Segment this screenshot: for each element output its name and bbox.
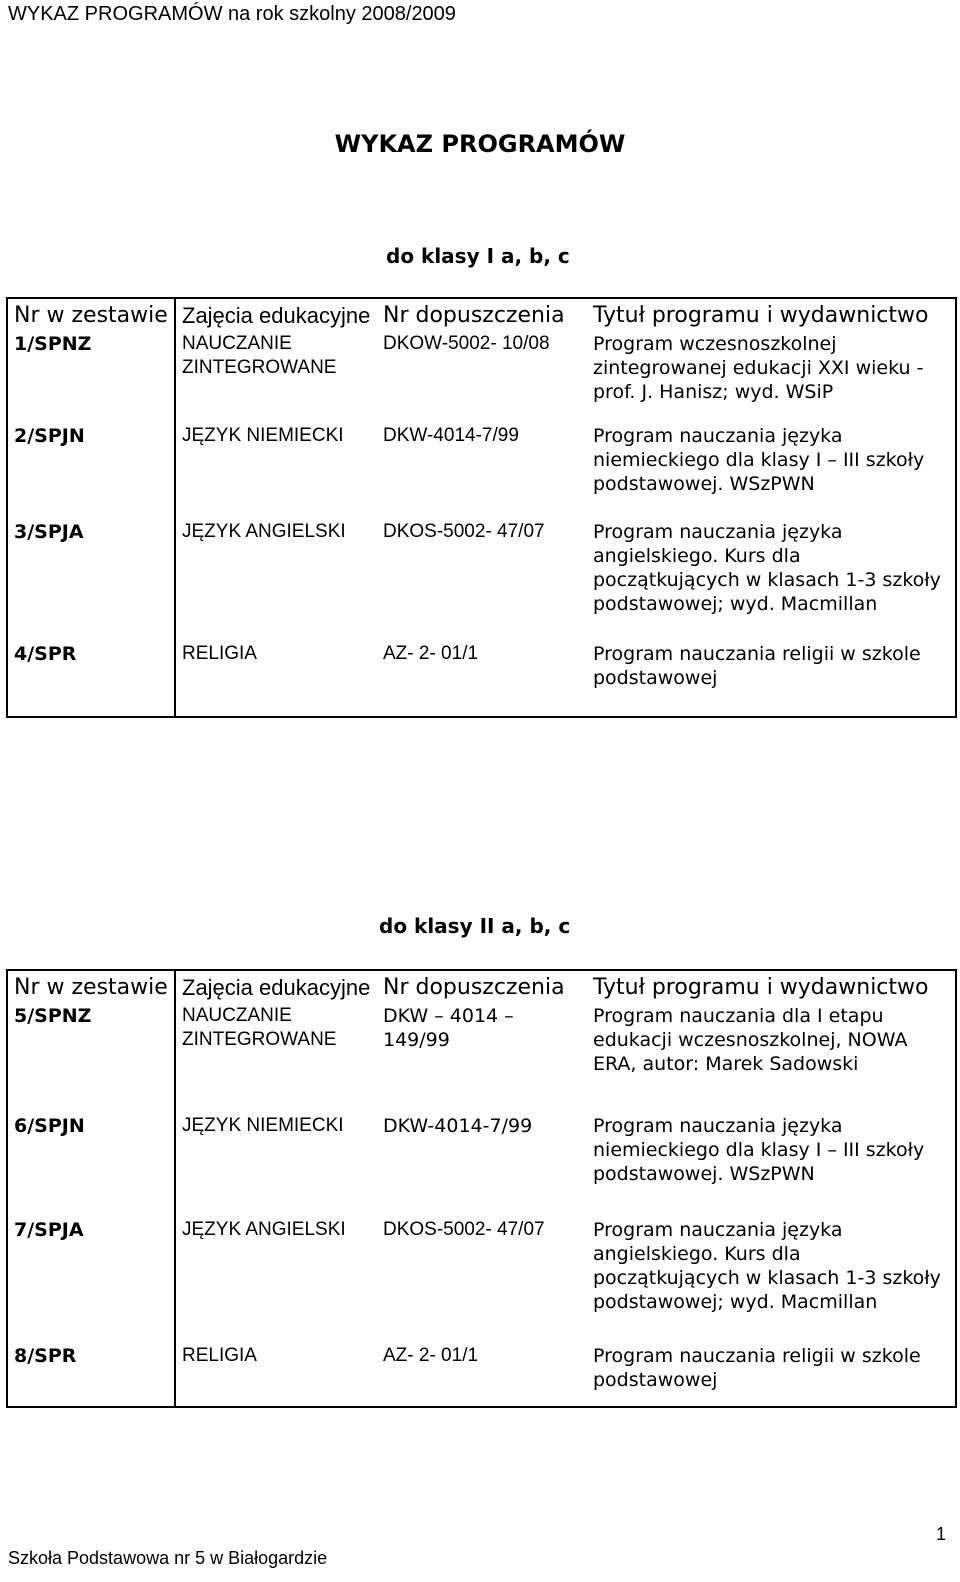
table-row (7, 330, 956, 422)
header-nr-zestawie: Nr w zestawie (7, 970, 175, 1002)
cell-nr: 8/SPR (7, 1342, 175, 1407)
programs-table-klasa-2 (6, 969, 957, 1408)
cell-nr: 2/SPJN (7, 422, 175, 518)
header-zajecia: Zajęcia edukacyjne (175, 298, 377, 330)
cell-zajecia: RELIGIA (175, 1342, 377, 1407)
header-nr-dopuszczenia: Nr dopuszczenia (377, 298, 587, 330)
header-nr-dopuszczenia: Nr dopuszczenia (377, 970, 587, 1002)
cell-zajecia: JĘZYK NIEMIECKI (175, 1112, 377, 1216)
cell-tytul: Program nauczania języka angielskiego. Kurs dla początkujących w klasach 1-3 szkoły podstawowej; wyd. Macmillan (587, 518, 956, 640)
table-row (7, 1342, 956, 1407)
table-row (7, 518, 956, 640)
table-row (7, 640, 956, 717)
cell-dopuszczenie: DKW – 4014 – 149/99 (383, 1005, 514, 1051)
cell-zajecia: JĘZYK ANGIELSKI (175, 1216, 377, 1342)
cell-tytul: Program nauczania religii w szkole podstawowej (587, 1342, 956, 1407)
page-title: WYKAZ PROGRAMÓW (334, 130, 626, 158)
cell-dopuszczenie: DKOS-5002- 47/07 (383, 1219, 545, 1240)
table-row (7, 1216, 956, 1342)
table-row (7, 1112, 956, 1216)
table-row (7, 1002, 956, 1112)
header-zajecia: Zajęcia edukacyjne (175, 970, 377, 1002)
cell-tytul: Program nauczania dla I etapu edukacji wczesnoszkolnej, NOWA ERA, autor: Marek Sadowski (587, 1002, 956, 1112)
cell-zajecia: RELIGIA (175, 640, 377, 717)
cell-dopuszczenie: DKOW-5002- 10/08 (383, 333, 550, 354)
header-tytul: Tytuł programu i wydawnictwo (587, 970, 956, 1002)
cell-dopuszczenie: AZ- 2- 01/1 (377, 640, 587, 717)
cell-nr: 3/SPJA (7, 518, 175, 640)
cell-nr: 7/SPJA (7, 1216, 175, 1342)
cell-nr: 1/SPNZ (7, 330, 175, 422)
cell-dopuszczenie: DKW-4014-7/99 (383, 425, 519, 446)
cell-nr: 5/SPNZ (7, 1002, 175, 1112)
cell-tytul: Program wczesnoszkolnej zintegrowanej edukacji XXI wieku - prof. J. Hanisz; wyd. WSiP (587, 330, 956, 422)
table-row (7, 422, 956, 518)
cell-zajecia: NAUCZANIE ZINTEGROWANE (175, 1002, 377, 1112)
section-heading-klasa-2: do klasy II a, b, c (379, 914, 571, 938)
cell-zajecia: NAUCZANIE ZINTEGROWANE (175, 330, 377, 422)
cell-tytul: Program nauczania języka angielskiego. Kurs dla początkujących w klasach 1-3 szkoły podstawowej; wyd. Macmillan (587, 1216, 956, 1342)
cell-tytul: Program nauczania języka niemieckiego dla klasy I – III szkoły podstawowej. WSzPWN (587, 422, 956, 518)
running-header: WYKAZ PROGRAMÓW na rok szkolny 2008/2009 (8, 3, 456, 25)
cell-zajecia: JĘZYK NIEMIECKI (175, 422, 377, 518)
section-heading-klasa-1: do klasy I a, b, c (386, 244, 570, 268)
table-header-row (7, 298, 956, 330)
cell-zajecia: JĘZYK ANGIELSKI (175, 518, 377, 640)
cell-nr: 6/SPJN (7, 1112, 175, 1216)
cell-dopuszczenie: DKW-4014-7/99 (383, 1115, 533, 1137)
cell-dopuszczenie: DKOS-5002- 47/07 (383, 521, 545, 542)
header-nr-zestawie: Nr w zestawie (7, 298, 175, 330)
footer-school-name: Szkoła Podstawowa nr 5 w Białogardzie (8, 1548, 328, 1568)
page-number: 1 (935, 1524, 946, 1544)
header-tytul: Tytuł programu i wydawnictwo (587, 298, 956, 330)
table-header-row (7, 970, 956, 1002)
cell-tytul: Program nauczania religii w szkole podstawowej (587, 640, 956, 717)
cell-tytul: Program nauczania języka niemieckiego dla klasy I – III szkoły podstawowej. WSzPWN (587, 1112, 956, 1216)
programs-table-klasa-1 (6, 297, 957, 718)
cell-nr: 4/SPR (7, 640, 175, 717)
cell-dopuszczenie: AZ- 2- 01/1 (377, 1342, 587, 1407)
